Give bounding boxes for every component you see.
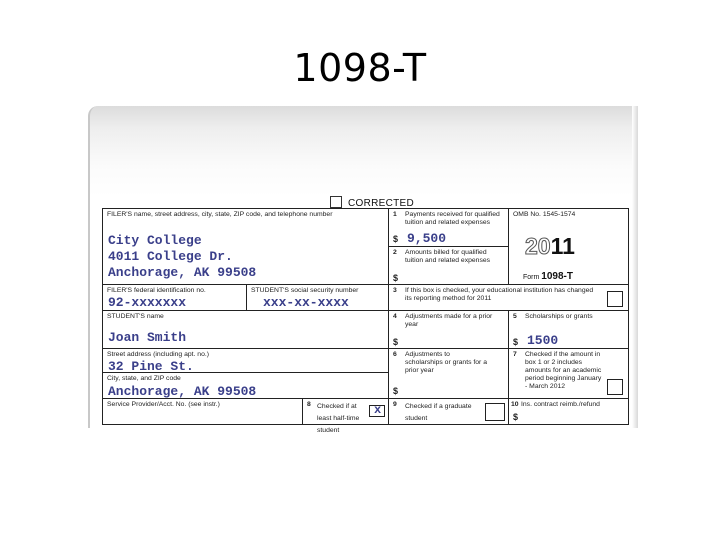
box1-number: 1 [393, 211, 397, 218]
box9-cell [389, 399, 509, 425]
box3-checkbox[interactable] [607, 291, 623, 307]
box4-cell [389, 311, 509, 349]
tax-year [525, 233, 575, 260]
box4-currency: $ [393, 337, 399, 347]
box3-cell [389, 285, 629, 311]
street-cell [103, 349, 389, 373]
box3-label: If this box is checked, your educational institution has changed its reporting method for 2011 [405, 287, 594, 302]
box3-number: 3 [393, 287, 397, 294]
form-1098t [102, 208, 629, 434]
box5-value: 1500 [527, 333, 559, 348]
city-cell [103, 373, 389, 399]
filer-id-label: FILER'S federal identification no. [107, 287, 206, 294]
box1-label: Payments received for qualified tuition and related expenses [405, 211, 500, 226]
box7-checkbox[interactable] [607, 379, 623, 395]
filer-id-value: 92-xxxxxxx [108, 295, 187, 310]
city-label: City, state, and ZIP code [107, 375, 181, 382]
omb-cell [509, 209, 629, 285]
box8-number: 8 [307, 401, 311, 408]
box10-label: Ins. contract reimb./refund [521, 401, 600, 408]
box1-cell [389, 209, 509, 247]
box7-number: 7 [513, 351, 517, 358]
box6-label: Adjustments to scholarships or grants for a prior year [405, 351, 487, 374]
form-id [523, 271, 573, 282]
slide-title: 1098-T [293, 46, 427, 90]
filer-cell [103, 209, 389, 285]
filer-name: City College [108, 233, 202, 248]
tax-year-solid: 11 [550, 233, 575, 259]
form-prefix: Form [523, 274, 540, 281]
service-label: Service Provider/Acct. No. (see instr.) [107, 401, 220, 408]
box6-currency: $ [393, 386, 399, 396]
box1-currency: $ [393, 234, 399, 244]
tax-year-outline: 20 [525, 233, 551, 259]
box5-currency: $ [513, 337, 519, 347]
box5-cell [509, 311, 629, 349]
box7-cell [509, 349, 629, 399]
box10-number: 10 [511, 401, 519, 408]
box9-checkbox[interactable] [485, 403, 505, 421]
box5-number: 5 [513, 313, 517, 320]
box8-checkbox[interactable] [369, 405, 385, 417]
corrected-label: CORRECTED [348, 198, 415, 209]
box5-label: Scholarships or grants [525, 313, 593, 320]
box9-number: 9 [393, 401, 397, 408]
student-name-cell [103, 311, 389, 349]
student-name-label: STUDENT'S name [107, 313, 164, 320]
student-ssn-cell [247, 285, 389, 311]
box8-cell [303, 399, 389, 434]
box8-check-mark: x [374, 403, 382, 417]
city-value: Anchorage, AK 99508 [108, 384, 257, 399]
filer-street: 4011 College Dr. [108, 249, 233, 264]
filer-label: FILER'S name, street address, city, state, ZIP code, and telephone number [107, 211, 333, 218]
box2-number: 2 [393, 249, 397, 256]
box10-cell [509, 399, 629, 425]
box4-label: Adjustments made for a prior year [405, 313, 493, 328]
box2-cell [389, 247, 509, 285]
box7-label: Checked if the amount in box 1 or 2 includes amounts for an academic period beginning January - March 2012 [525, 351, 602, 390]
box8-label: Checked if at least half-time student [317, 403, 360, 434]
box2-label: Amounts billed for qualified tuition and related expenses [405, 249, 491, 264]
box4-number: 4 [393, 313, 397, 320]
box6-cell [389, 349, 509, 399]
student-ssn-label: STUDENT'S social security number [251, 287, 359, 294]
box6-number: 6 [393, 351, 397, 358]
omb-number: OMB No. 1545-1574 [513, 211, 576, 218]
box2-currency: $ [393, 273, 399, 283]
box1-value: 9,500 [407, 231, 447, 246]
street-value: 32 Pine St. [108, 359, 194, 374]
student-ssn-value: xxx-xx-xxxx [263, 295, 349, 310]
filer-city: Anchorage, AK 99508 [108, 265, 257, 280]
street-label: Street address (including apt. no.) [107, 351, 210, 358]
corrected-checkbox[interactable] [330, 196, 342, 208]
box9-label: Checked if a graduate student [405, 403, 472, 422]
filer-id-cell [103, 285, 247, 311]
form-name: 1098-T [541, 271, 573, 282]
box10-currency: $ [513, 412, 519, 422]
student-name-value: Joan Smith [108, 330, 187, 345]
service-cell [103, 399, 303, 425]
